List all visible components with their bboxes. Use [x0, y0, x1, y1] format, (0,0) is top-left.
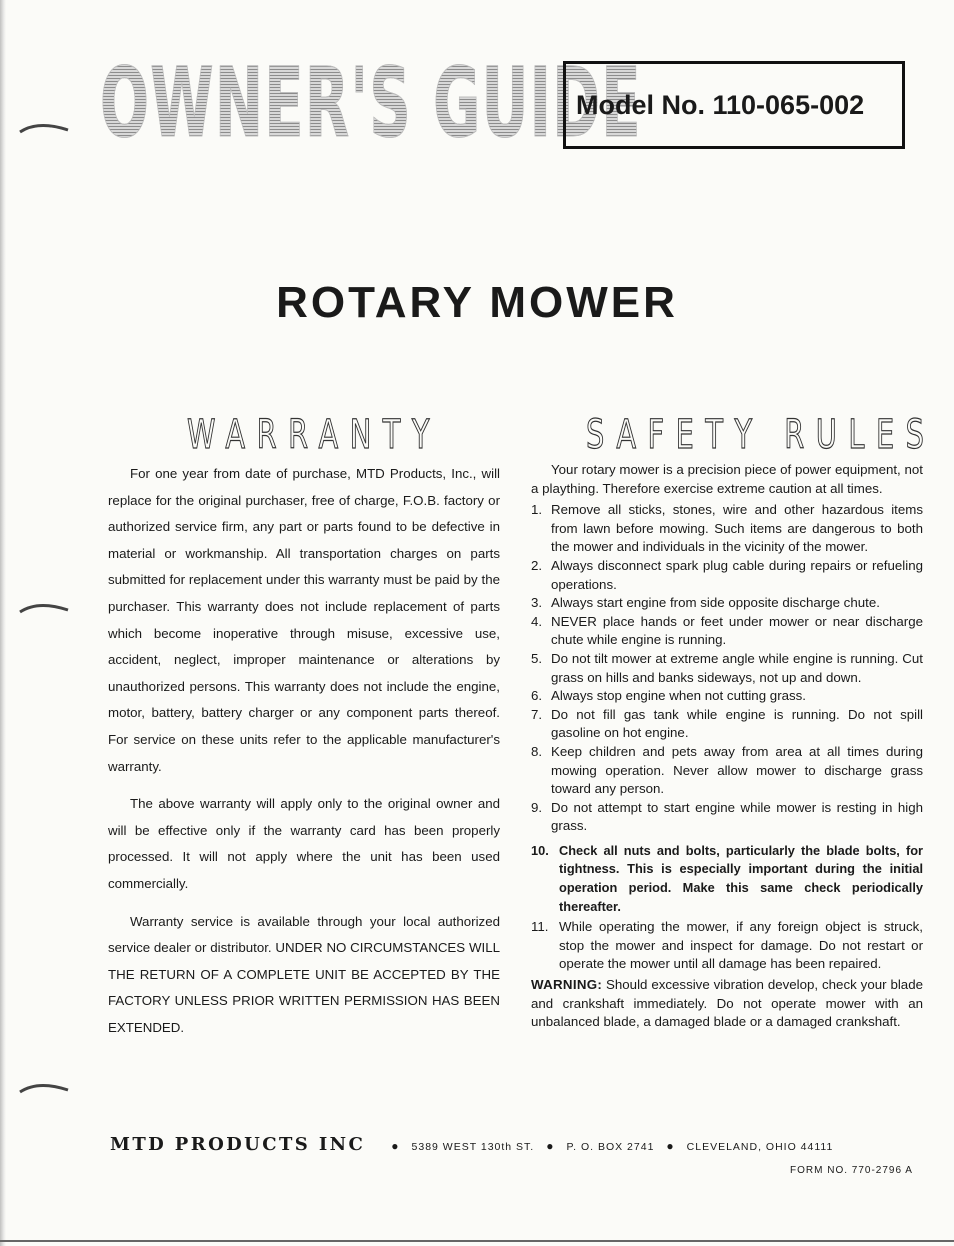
- scan-edge: [0, 0, 6, 1246]
- warranty-paragraph: The above warranty will apply only to the original owner and will be effective only if the warranty card has been properly processed. It will not apply where the unit has been used commercially.: [108, 796, 500, 891]
- safety-rule: 9. Do not attempt to start engine while mower is resting in high grass.: [531, 799, 923, 834]
- warranty-heading: WARRANTY: [186, 412, 442, 458]
- safety-rule: 8. Keep children and pets away from area at all times during mowing operation. Never allow mower to discharge grass toward any person.: [531, 743, 923, 797]
- warning-label: WARNING:: [531, 977, 603, 993]
- warranty-paragraph: Warranty service is available through your local authorized service dealer or distributor. UNDER NO CIRCUMSTANCES WILL THE RETURN OF A COMPLETE UNIT BE ACCEPTED BY THE FACTORY UNLESS PRIOR WRITTEN PERMISSION HAS BEEN EXTENDED.: [108, 913, 500, 1035]
- bullet-icon: ●: [391, 1139, 400, 1153]
- owners-guide-title: OWNER'S GUIDE: [100, 47, 642, 159]
- punch-mark-icon: [18, 118, 70, 136]
- warranty-paragraph: For one year from date of purchase, MTD Products, Inc., will replace for the original purchaser, free of charge, F.O.B. factory or authorized service firm, any part or parts found to be defective in material or workmanship. All transportation charges on parts submitted for replacement under this warranty must be paid by the purchaser. This warranty does not include replacement of parts which become inoperative through misuse, excessive use, accident, neglect, improper maintenance or alterations by unauthorized persons. This warranty does not include the engine, motor, battery, battery charger or any component parts thereof. For service on these units refer to the applicable manufacturer's warranty.: [108, 466, 500, 774]
- punch-mark-icon: [18, 598, 70, 616]
- form-number: FORM NO. 770-2796 A: [790, 1165, 913, 1176]
- punch-mark-icon: [18, 1078, 70, 1096]
- page-title: ROTARY MOWER: [276, 278, 678, 327]
- safety-rule: 6. Always stop engine when not cutting grass.: [531, 688, 807, 704]
- safety-rule: 11. While operating the mower, if any foreign object is struck, stop the mower and inspect for damage. Do not restart or operate the mower until all damage has been repaired.: [531, 919, 923, 972]
- model-number-box: [563, 61, 905, 149]
- footer-address: [110, 1134, 930, 1155]
- safety-rule: 10. Check all nuts and bolts, particularly the blade bolts, for tightness. This is especially important during the initial operation period. Make this same check periodically thereafter.: [531, 842, 923, 914]
- safety-rule: 3. Always start engine from side opposite discharge chute.: [531, 595, 880, 611]
- warranty-section: [108, 461, 500, 1052]
- safety-rule: 4. NEVER place hands or feet under mower or near discharge chute while engine is running.: [531, 613, 923, 648]
- bullet-icon: ●: [546, 1139, 555, 1153]
- company-name: MTD PRODUCTS INC: [110, 1134, 366, 1155]
- model-number-label: Model No. 110-065-002: [576, 89, 865, 120]
- bottom-divider: [0, 1240, 954, 1242]
- safety-rules-heading: SAFETY RULES: [586, 412, 936, 458]
- safety-rule: 5. Do not tilt mower at extreme angle while engine is running. Cut grass on hills and banks sideways, not up and down.: [531, 650, 923, 685]
- safety-rules-list: [531, 501, 923, 974]
- safety-rules-section: [531, 461, 923, 1032]
- safety-rule: 1. Remove all sticks, stones, wire and other hazardous items from lawn before mowing. Such items are dangerous to both the mower and individuals in the vicinity of the mower.: [531, 502, 923, 555]
- warning-note: [531, 976, 923, 1032]
- safety-rule: 2. Always disconnect spark plug cable during repairs or refueling operations.: [531, 557, 923, 592]
- safety-intro: Your rotary mower is a precision piece of power equipment, not a plaything. Therefore exercise extreme caution at all times.: [531, 462, 923, 496]
- warning-text: Should excessive vibration develop, check your blade and crankshaft immediately. Do not operate mower with an unbalanced blade, a damaged blade or a damaged crankshaft.: [531, 977, 923, 1030]
- bullet-icon: ●: [666, 1139, 675, 1153]
- street-address: 5389 WEST 130th ST.: [411, 1141, 535, 1153]
- city-address: CLEVELAND, OHIO 44111: [686, 1141, 834, 1153]
- safety-rule: 7. Do not fill gas tank while engine is running. Do not spill gasoline on hot engine.: [531, 706, 923, 741]
- po-box: P. O. BOX 2741: [566, 1141, 655, 1153]
